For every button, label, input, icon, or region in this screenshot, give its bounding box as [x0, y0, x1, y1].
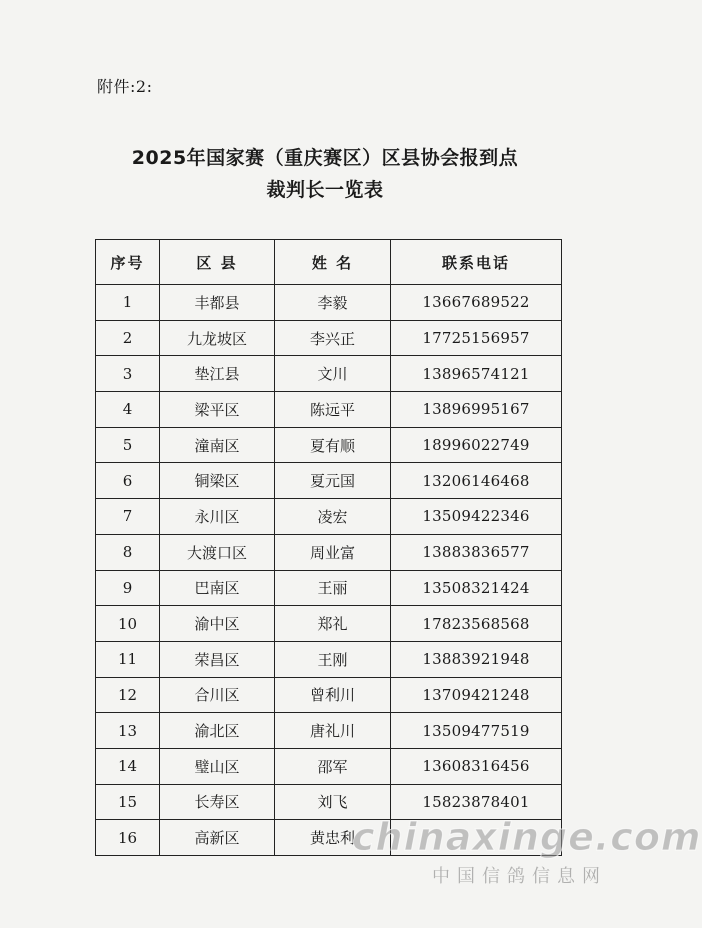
attachment-label: 附件:2:: [97, 77, 153, 96]
cell-phone: 13896574121: [391, 356, 562, 392]
cell-district: 垫江县: [160, 356, 275, 392]
cell-index: 5: [96, 427, 160, 463]
referee-table: [95, 239, 562, 856]
table-row: [96, 463, 562, 499]
cell-name: 夏元国: [275, 463, 391, 499]
header-name: 姓 名: [275, 240, 391, 285]
cell-index: 1: [96, 285, 160, 321]
cell-index: 4: [96, 392, 160, 428]
cell-district: 铜梁区: [160, 463, 275, 499]
table-row: [96, 606, 562, 642]
table-row: [96, 499, 562, 535]
table-row: [96, 534, 562, 570]
cell-district: 梁平区: [160, 392, 275, 428]
cell-district: 荣昌区: [160, 641, 275, 677]
cell-index: 2: [96, 320, 160, 356]
cell-index: 11: [96, 641, 160, 677]
table-row: [96, 427, 562, 463]
table-row: [96, 641, 562, 677]
cell-index: 16: [96, 820, 160, 856]
cell-district: 合川区: [160, 677, 275, 713]
cell-name: 凌宏: [275, 499, 391, 535]
document-subtitle: 裁判长一览表: [266, 179, 384, 201]
cell-district: 渝中区: [160, 606, 275, 642]
cell-phone: 17823568568: [391, 606, 562, 642]
cell-name: 王刚: [275, 641, 391, 677]
cell-district: 丰都县: [160, 285, 275, 321]
cell-phone: 13509422346: [391, 499, 562, 535]
cell-name: 曾利川: [275, 677, 391, 713]
table-header: [96, 240, 562, 285]
cell-name: 李毅: [275, 285, 391, 321]
cell-index: 6: [96, 463, 160, 499]
cell-name: 文川: [275, 356, 391, 392]
cell-district: 高新区: [160, 820, 275, 856]
cell-index: 14: [96, 748, 160, 784]
table-row: [96, 713, 562, 749]
cell-phone: 18996022749: [391, 427, 562, 463]
cell-phone: 13883836577: [391, 534, 562, 570]
cell-name: 邵军: [275, 748, 391, 784]
cell-index: 13: [96, 713, 160, 749]
cell-index: 9: [96, 570, 160, 606]
cell-phone: 13508321424: [391, 570, 562, 606]
cell-name: 黄忠利: [275, 820, 391, 856]
cell-phone: 13608316456: [391, 748, 562, 784]
cell-name: 李兴正: [275, 320, 391, 356]
cell-phone: 13883921948: [391, 641, 562, 677]
cell-district: 长寿区: [160, 784, 275, 820]
cell-phone: 13709421248: [391, 677, 562, 713]
cell-district: 璧山区: [160, 748, 275, 784]
header-district: 区 县: [160, 240, 275, 285]
table-body: [96, 285, 562, 856]
cell-district: 永川区: [160, 499, 275, 535]
cell-district: 九龙坡区: [160, 320, 275, 356]
header-index: 序号: [96, 240, 160, 285]
cell-district: 巴南区: [160, 570, 275, 606]
cell-index: 8: [96, 534, 160, 570]
cell-name: 周业富: [275, 534, 391, 570]
cell-name: 王丽: [275, 570, 391, 606]
cell-phone: 13206146468: [391, 463, 562, 499]
cell-district: 渝北区: [160, 713, 275, 749]
cell-district: 大渡口区: [160, 534, 275, 570]
table-row: [96, 356, 562, 392]
table-row: [96, 570, 562, 606]
cell-district: 潼南区: [160, 427, 275, 463]
cell-phone: 17725156957: [391, 320, 562, 356]
table-row: [96, 677, 562, 713]
watermark: chinaxinge.com: [352, 815, 702, 859]
header-row: [96, 240, 562, 285]
cell-name: 唐礼川: [275, 713, 391, 749]
cell-phone: 15823878401: [391, 784, 562, 820]
cell-phone: 13896995167: [391, 392, 562, 428]
watermark-cn: 中国信鸽信息网: [432, 866, 607, 887]
cell-phone: 13509477519: [391, 713, 562, 749]
cell-index: 15: [96, 784, 160, 820]
cell-phone: 13667689522: [391, 285, 562, 321]
cell-name: 刘飞: [275, 784, 391, 820]
cell-index: 3: [96, 356, 160, 392]
cell-index: 7: [96, 499, 160, 535]
cell-name: 郑礼: [275, 606, 391, 642]
cell-name: 陈远平: [275, 392, 391, 428]
table-row: [96, 392, 562, 428]
table-row: [96, 748, 562, 784]
cell-index: 12: [96, 677, 160, 713]
cell-name: 夏有顺: [275, 427, 391, 463]
cell-index: 10: [96, 606, 160, 642]
table-row: [96, 285, 562, 321]
document-title: 2025年国家赛（重庆赛区）区县协会报到点: [131, 147, 519, 169]
header-phone: 联系电话: [391, 240, 562, 285]
table-row: [96, 320, 562, 356]
